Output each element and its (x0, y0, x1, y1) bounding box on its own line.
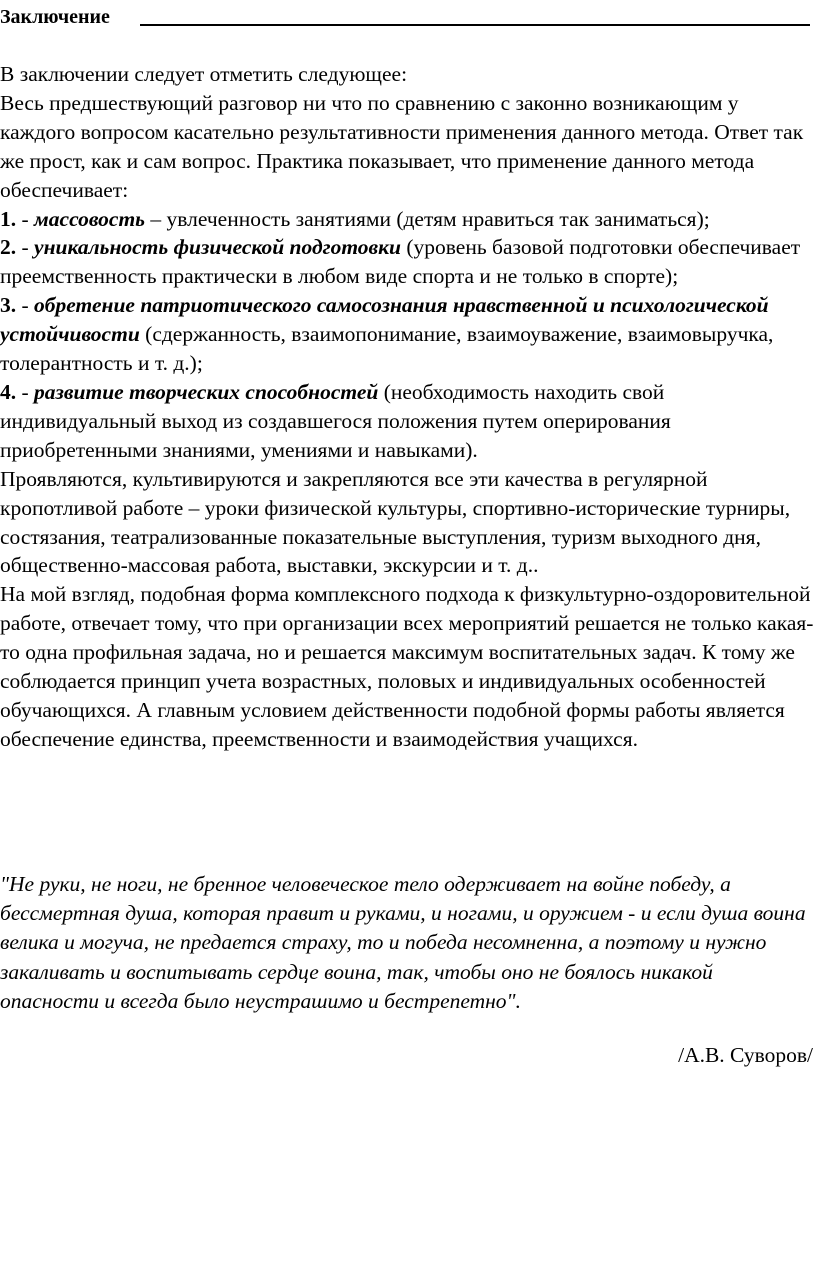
list-item-description: (уровень базовой подготовки обеспечивает преемственность практически в любом виде спорта и не только в спорте); (0, 235, 801, 289)
list-item-number: 3. (0, 293, 17, 318)
list-item-number: 4. (0, 379, 17, 404)
quote-text: "Не руки, не ноги, не бренное человеческое тело одерживает на войне победу, а бессмертная душа, которая правит и руками, и ногами, и оружием - и если душа воина велика и могуча, не предается страху, то и победа несомненна, а поэтому и нужно закаливать и воспитывать сердце воина, так, чтобы оно не боялось никакой опасности и всегда было неустрашимо и бестрепетно". (0, 872, 806, 1013)
list-item-number: 2. (0, 235, 17, 260)
quote-author: /А.В. Суворов/ (678, 1043, 813, 1067)
list-item (0, 378, 814, 465)
epigraph-quote (0, 870, 816, 1016)
qualities-paragraph: Проявляются, культивируются и закрепляются все эти качества в регулярной кропотливой работе – уроки физической культуры, спортивно-исторические турниры, состязания, театрализованные показательные выступления, туризм выходного дня, общественно-массовая работа, выставки, экскурсии и т. д.. (0, 466, 791, 578)
list-item (0, 233, 814, 291)
list-item-description: – увлеченность занятиями (детям нравиться так заниматься); (145, 206, 710, 231)
section-heading (0, 3, 812, 31)
list-item-term: развитие творческих способностей (34, 379, 379, 404)
heading-title: Заключение (0, 6, 110, 28)
list-item-description: (необходимость находить свой индивидуальный выход из создавшегося положения путем оперирования приобретенными знаниями, умениями и навыками). (0, 379, 671, 462)
opinion-paragraph: На мой взгляд, подобная форма комплексного подхода к физкультурно-оздоровительной работе, отвечает тому, что при организации всех мероприятий решается не только какая-то одна профильная задача, но и решается максимум воспитательных задач. К тому же соблюдается принцип учета возрастных, половых и индивидуальных особенностей обучающихся. А главным условием действенности подобной формы работы является обеспечение единства, преемственности и взаимодействия учащихся. (0, 582, 814, 751)
conclusion-body (0, 60, 814, 754)
list-item-description: (сдержанность, взаимопонимание, взаимоуважение, взаимовыручка, толерантность и т. д.); (0, 322, 774, 376)
heading-underline-rule (140, 24, 810, 26)
list-item-dash: - (16, 379, 35, 404)
intro-paragraph: В заключении следует отметить следующее: (0, 62, 408, 86)
list-item (0, 205, 814, 234)
list-item-dash: - (16, 206, 35, 231)
lead-paragraph: Весь предшествующий разговор ни что по сравнению с законно возникающим у каждого вопросом касательно результативности применения данного метода. Ответ так же прост, как и сам вопрос. Практика показывает, что применение данного метода обеспечивает: (0, 90, 804, 202)
list-item (0, 291, 814, 378)
list-item-dash: - (16, 293, 35, 318)
list-item-term: массовость (34, 206, 145, 231)
list-item-term: уникальность физической подготовки (34, 235, 401, 260)
list-item-term: обретение патриотического самосознания нравственной и психологической устойчивости (0, 293, 769, 347)
list-item-number: 1. (0, 206, 17, 231)
list-item-dash: - (16, 235, 35, 260)
